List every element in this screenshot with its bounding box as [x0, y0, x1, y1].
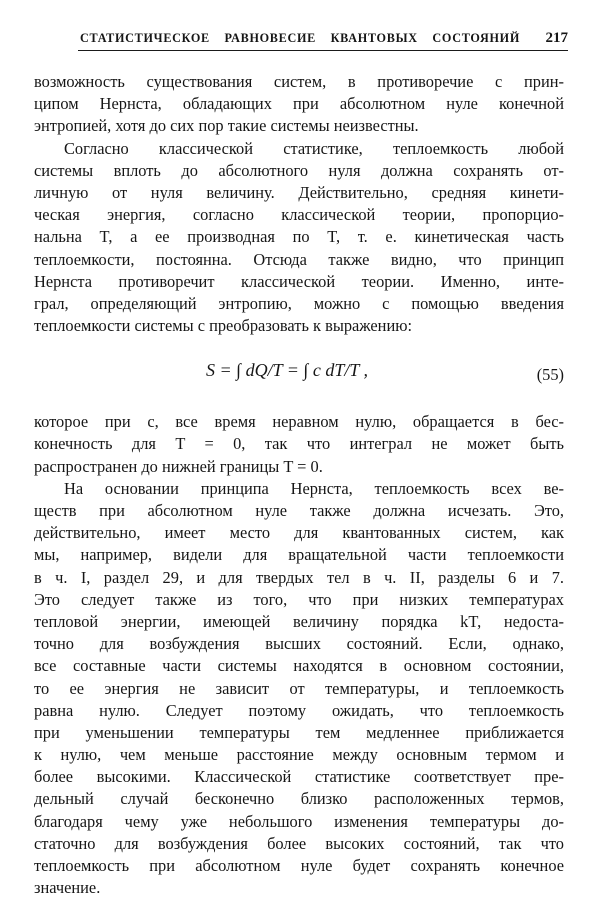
text-line: личную от нуля величину. Действительно, средняя кинети-	[34, 182, 564, 202]
text-line: теплоемкость при абсолютном нуле будет сохранять конечное	[34, 856, 564, 875]
text-line: статочно для возбуждения более высоких состояний, так что	[34, 833, 564, 853]
paragraph-4	[34, 478, 564, 900]
text-line: Это следует также из того, что при низких температурах	[34, 589, 564, 609]
text-line: нальна T, а ее производная по T, т. е. кинетическая часть	[34, 227, 564, 247]
equation-number: (55)	[536, 365, 564, 385]
paragraph-3	[34, 411, 564, 478]
text-line: равна нулю. Следует поэтому ожидать, что теплоемкость	[34, 700, 564, 720]
text-line: более высокими. Классической статистике соответствует пре-	[34, 767, 564, 787]
text-line: все составные части системы находятся в основном состоянии,	[34, 656, 564, 676]
text-line: Согласно классической статистике, теплоемкость любой	[64, 138, 564, 158]
text-line: теплоемкости системы c преобразовать к выражению:	[34, 316, 413, 336]
text-line: благодаря чему уже небольшого изменения температуры до-	[34, 811, 564, 831]
page-header	[78, 28, 568, 51]
text-line: ческая энергия, согласно классической теории, пропорцио-	[34, 205, 564, 225]
equation-55	[34, 343, 564, 407]
text-line: дельный случай бесконечно близко расположенных термов,	[34, 789, 564, 809]
text-line: конечность для T = 0, так что интеграл не может быть	[34, 434, 564, 454]
equation-text: S = ∫ dQ/T = ∫ c dT/T ,	[206, 360, 369, 381]
page-body	[34, 71, 564, 899]
paragraph-1	[34, 71, 564, 138]
text-line: то ее энергия не зависит от температуры, и теплоемкость	[34, 678, 564, 698]
text-line: распространен до нижней границы T = 0.	[34, 456, 323, 476]
paragraph-2	[34, 138, 564, 338]
text-line: возможность существования систем, в противоречие с прин-	[34, 72, 564, 91]
text-line: Нернста противоречит классической теории. Именно, инте-	[34, 271, 564, 291]
text-line: при уменьшении температуры тем медленнее приближается	[34, 722, 564, 742]
text-line: которое при c, все время неравном нулю, обращается в бес-	[34, 412, 564, 432]
text-line: ципом Нернста, обладающих при абсолютном нуле конечной	[34, 94, 564, 114]
text-line: в ч. I, раздел 29, и для твердых тел в ч. II, разделы 6 и 7.	[34, 567, 564, 587]
text-line: теплоемкости, постоянна. Отсюда также видно, что принцип	[34, 249, 564, 269]
text-line: значение.	[34, 878, 101, 898]
text-line: к нулю, чем меньше расстояние между основным термом и	[34, 745, 564, 765]
text-line: действительно, имеет место для квантованных систем, как	[34, 523, 564, 543]
page-number: 217	[545, 30, 568, 46]
running-title: СТАТИСТИЧЕСКОЕ РАВНОВЕСИЕ КВАНТОВЫХ СОСТОЯНИЙ	[80, 31, 520, 45]
text-line: тепловой энергии, имеющей величину порядка kT, недоста-	[34, 611, 564, 631]
text-line: системы вплоть до абсолютного нуля должна сохранять от-	[34, 160, 564, 180]
text-line: энтропией, хотя до сих пор такие системы неизвестны.	[34, 116, 419, 136]
text-line: мы, например, видели для вращательной части теплоемкости	[34, 545, 564, 565]
text-line: ществ при абсолютном нуле также должна исчезать. Это,	[34, 501, 564, 520]
text-line: грал, определяющий энтропию, можно с помощью введения	[34, 293, 564, 313]
text-line: На основании принципа Нернста, теплоемкость всех ве-	[64, 478, 564, 498]
text-line: точно для возбуждения высших состояний. Если, однако,	[34, 634, 564, 654]
